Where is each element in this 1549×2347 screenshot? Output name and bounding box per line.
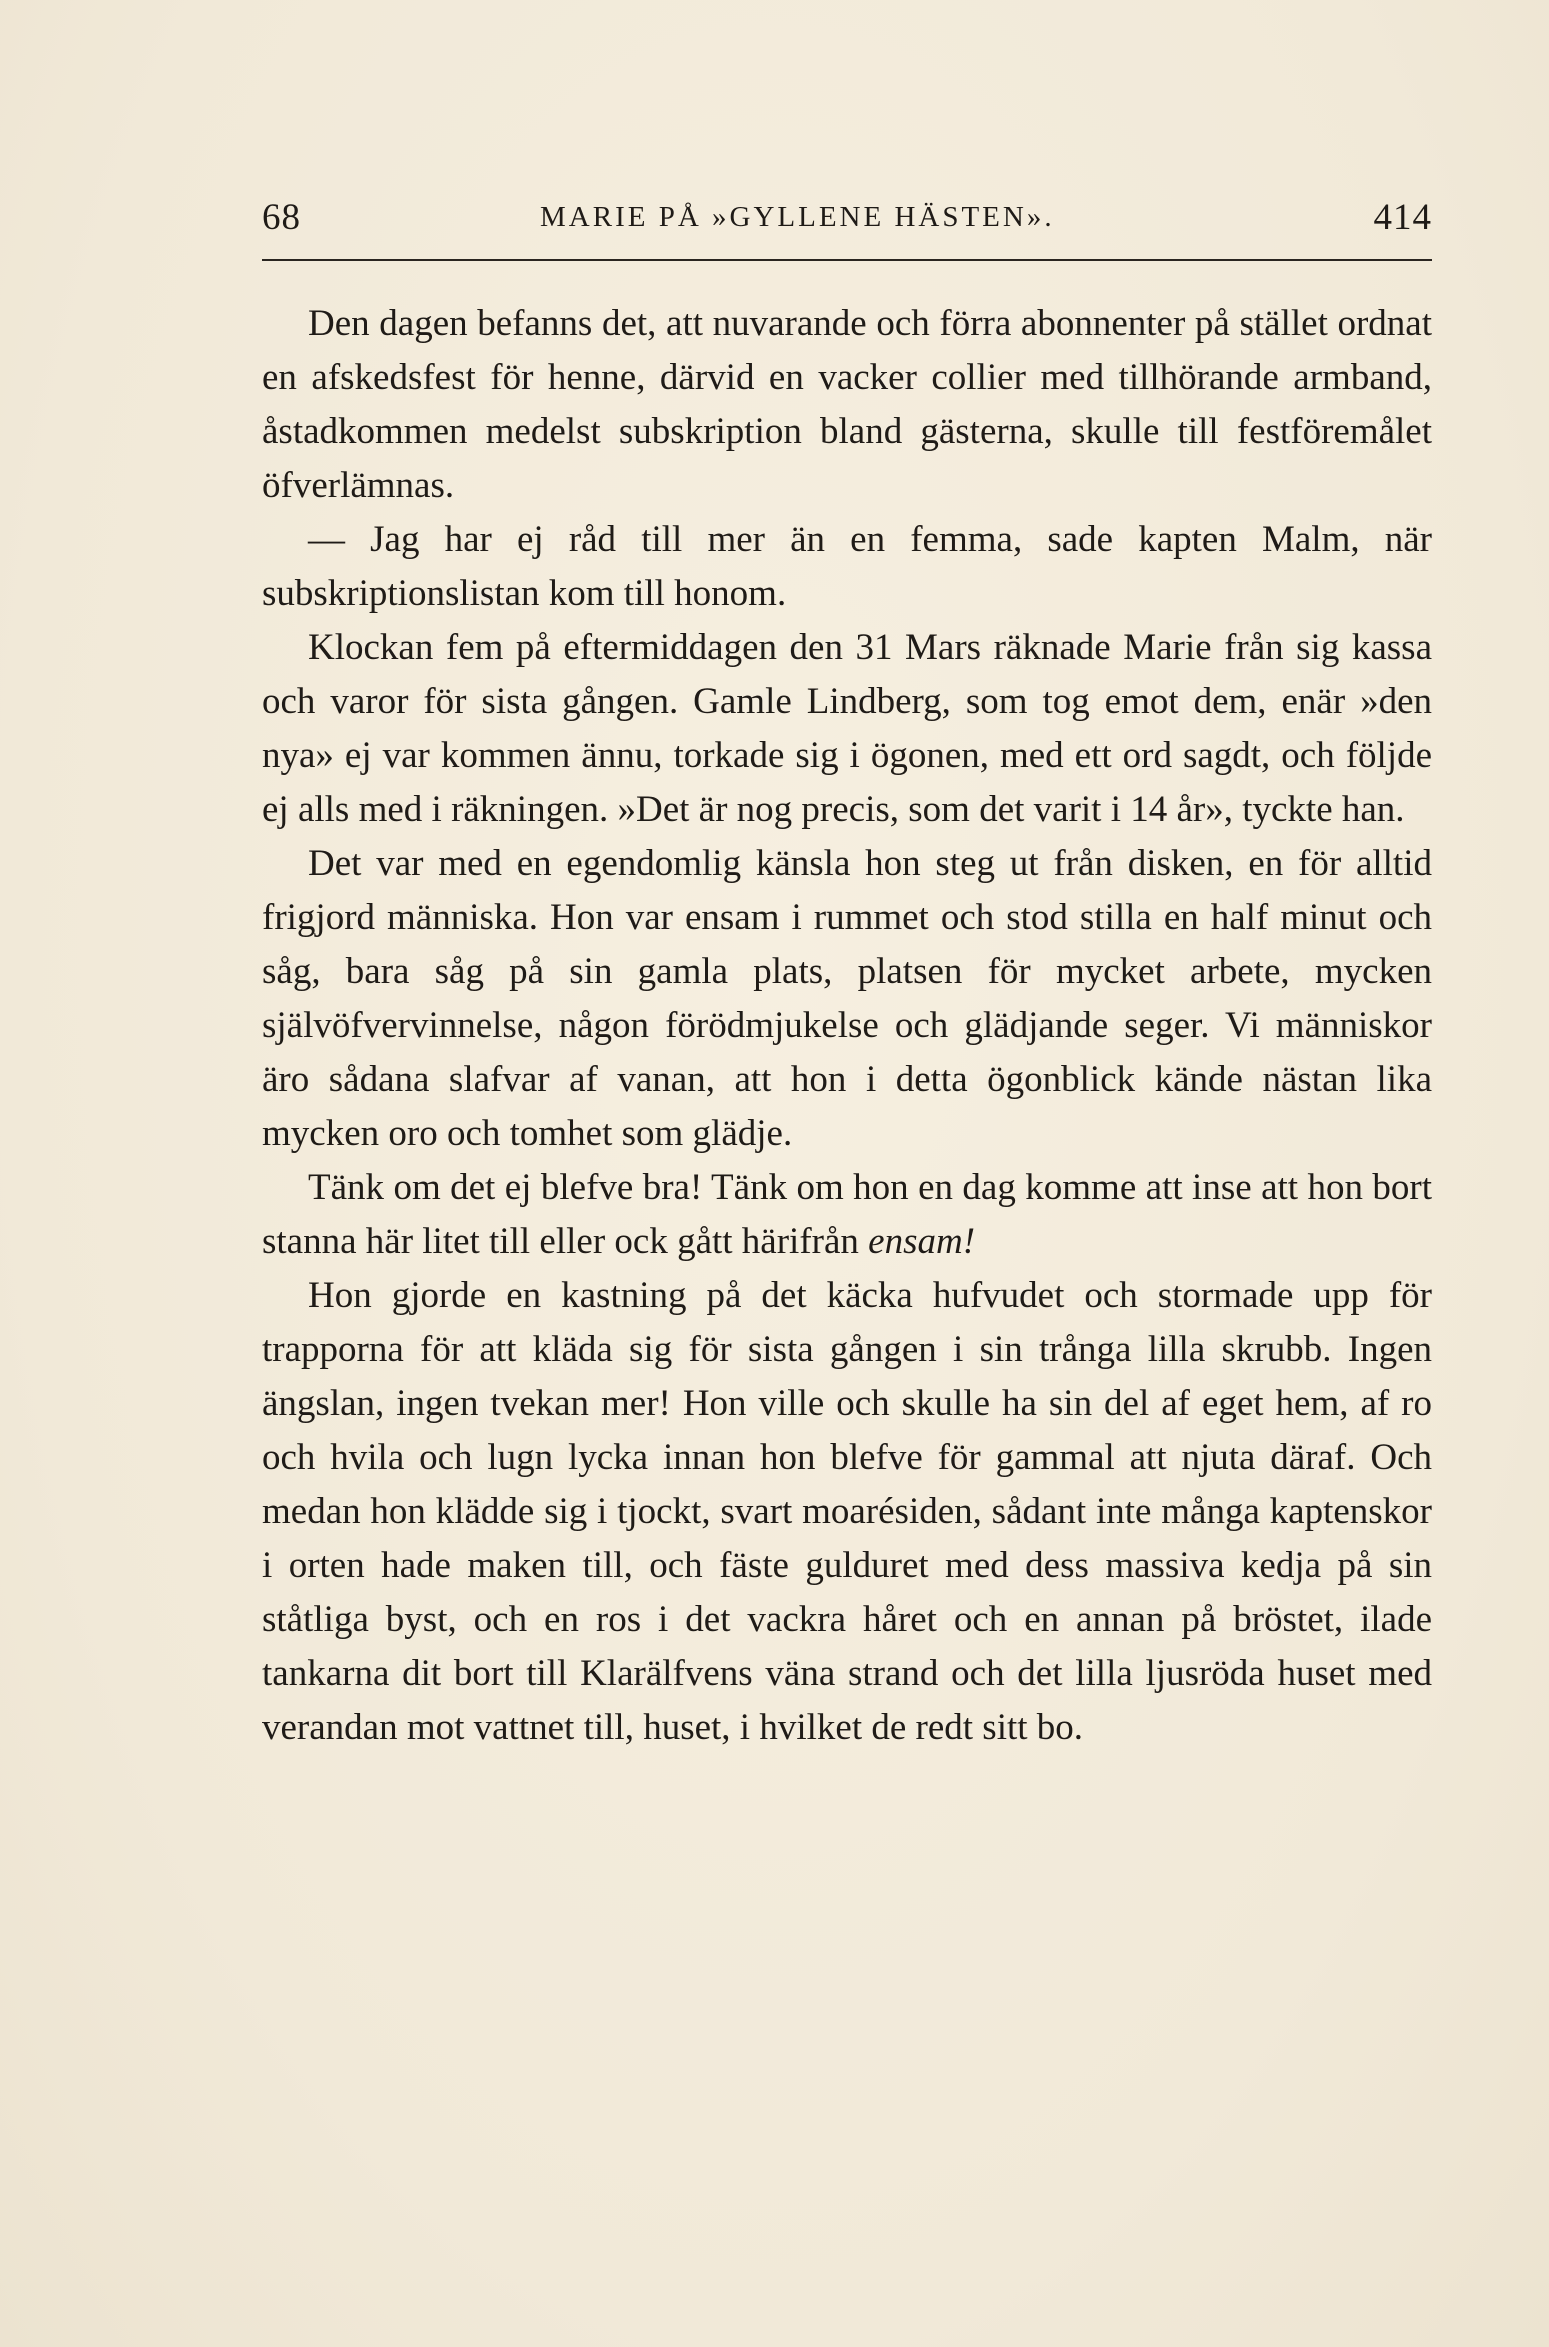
paragraph-doubt [262,1161,1432,1269]
header-rule [262,259,1432,261]
paragraph-doubt-text: Tänk om det ej blefve bra! Tänk om hon en dag komme att inse att hon bort stanna här litet till eller ock gått härifrån [262,1167,1432,1262]
paragraph-farewell-party: Den dagen befanns det, att nuvarande och förra abonnenter på stället ordnat en afskedsfest för henne, därvid en vacker collier med tillhörande armband, åstadkommen medelst subskription bland gästerna, skulle till festföremålet öfverlämnas. [262,303,1432,506]
sheet-number: 414 [1373,197,1432,238]
paragraph-dressing: Hon gjorde en kastning på det käcka hufvudet och stormade upp för trapporna för att kläda sig för sista gången i sin trånga lilla skrubb. Ingen ängslan, ingen tvekan mer! Hon ville och skulle ha sin del af eget hem, af ro och hvila och lugn lycka innan hon blefve för gammal att njuta däraf. Och medan hon klädde sig i tjockt, svart moarésiden, sådant inte många kaptenskor i orten hade maken till, och fäste gulduret med dess massiva kedja på sin ståtliga byst, och en ros i det vackra håret och en annan på bröstet, ilade tankarna dit bort till Klarälfvens väna strand och det lilla ljusröda huset med verandan mot vattnet till, huset, i hvilket de redt sitt bo. [262,1275,1432,1748]
page-header [262,196,1432,246]
paragraph-captain-malm: — Jag har ej råd till mer än en femma, sade kapten Malm, när subskriptionslistan kom till honom. [262,519,1432,614]
paragraph-final-accounting: Klockan fem på eftermiddagen den 31 Mars räknade Marie från sig kassa och varor för sista gången. Gamle Lindberg, som tog emot dem, enär »den nya» ej var kommen ännu, torkade sig i ögonen, med ett ord sagdt, och följde ej alls med i räkningen. »Det är nog precis, som det varit i 14 år», tyckte han. [262,627,1432,830]
running-title: MARIE PÅ »GYLLENE HÄSTEN». [540,201,1055,233]
body-text [262,297,1432,1755]
paragraph-doubt-italic: ensam! [868,1221,976,1262]
page-number: 68 [262,197,301,238]
paragraph-leaving-counter: Det var med en egendomlig känsla hon steg ut från disken, en för alltid frigjord människa. Hon var ensam i rummet och stod stilla en half minut och såg, bara såg på sin gamla plats, platsen för mycket arbete, mycken självöfvervinnelse, någon förödmjukelse och glädjande seger. Vi människor äro sådana slafvar af vanan, att hon i detta ögonblick kände nästan lika mycken oro och tomhet som glädje. [262,843,1432,1154]
